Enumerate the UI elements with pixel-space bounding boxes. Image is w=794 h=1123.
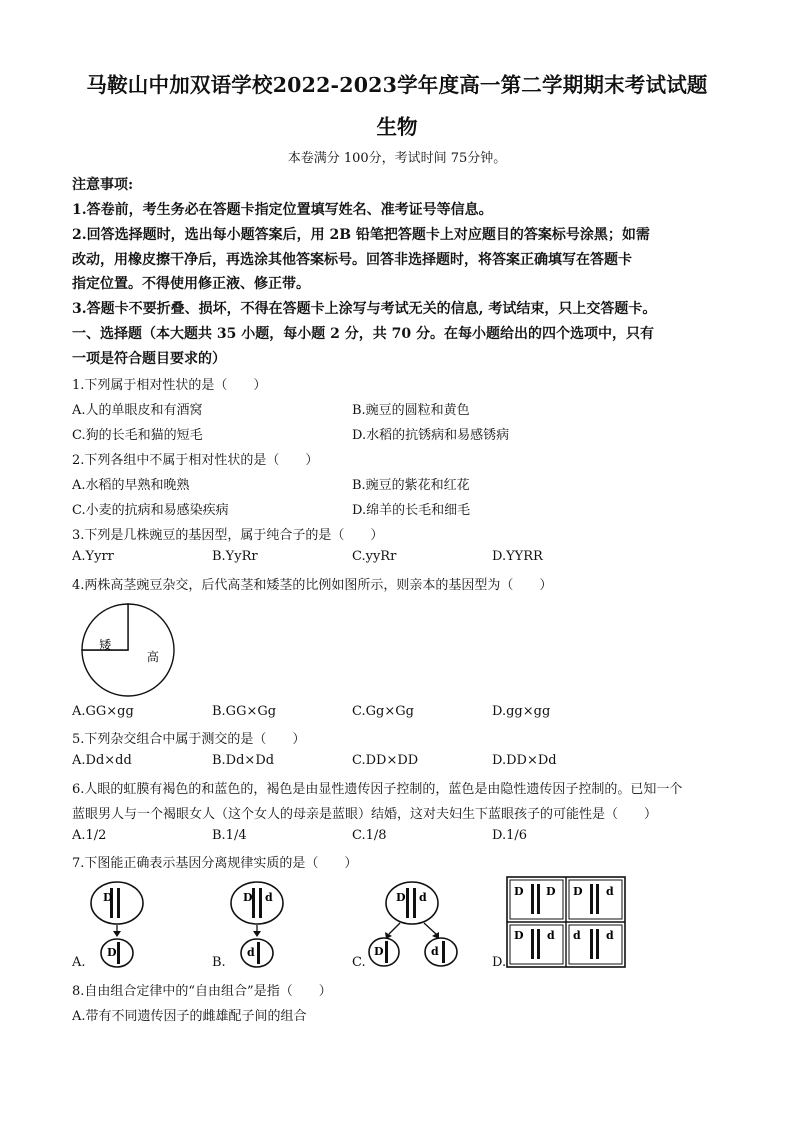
q4-option-d: D.gg×gg xyxy=(492,704,551,719)
cell-outline xyxy=(231,882,283,924)
allele-label: D xyxy=(514,885,524,898)
chromosome xyxy=(590,929,593,959)
arrow-line xyxy=(424,923,436,934)
cell-outline xyxy=(386,882,438,924)
q5-option-c: C.DD×DD xyxy=(352,753,419,768)
notes-heading: 注意事项: xyxy=(72,177,134,193)
chromosome xyxy=(537,884,540,914)
chromosome xyxy=(596,929,599,959)
q4-option-a: A.GG×gg xyxy=(72,704,134,719)
note-2-line-2: 改动，用橡皮擦干净后，再选涂其他答案标号。回答非选择题时，将答案正确填写在答题卡 xyxy=(72,252,632,268)
chromosome xyxy=(117,888,120,918)
allele-label: D xyxy=(374,945,384,958)
q7-stem: 7.下图能正确表示基因分离规律实质的是（ ） xyxy=(72,856,358,871)
allele-label: D xyxy=(103,891,113,904)
q3-option-c: C.yyRr xyxy=(352,549,397,564)
q4-stem: 4.两株高茎豌豆杂交，后代高茎和矮茎的比例如图所示，则亲本的基因型为（ ） xyxy=(72,578,553,593)
q1-option-b: B.豌豆的圆粒和黄色 xyxy=(352,403,470,418)
note-3: 3.答题卡不要折叠、损坏，不得在答题卡上涂写与考试无关的信息, 考试结束，只上交答题卡。 xyxy=(72,301,657,317)
q6-option-b: B.1/4 xyxy=(212,828,247,843)
chromosome xyxy=(537,929,540,959)
allele-label: D xyxy=(514,929,524,942)
q8-option-a: A.带有不同遗传因子的雌雄配子间的组合 xyxy=(72,1009,307,1024)
q7-diagram-a xyxy=(84,878,154,970)
q4-option-c: C.Gg×Gg xyxy=(352,704,414,719)
gamete-outline xyxy=(425,938,457,966)
allele-label: D xyxy=(573,885,583,898)
q3-option-d: D.YYRR xyxy=(492,549,543,564)
q1-stem: 1.下列属于相对性状的是（ ） xyxy=(72,378,267,393)
exam-title: 马鞍山中加双语学校2022-2023学年度高一第二学期期末考试试题 xyxy=(86,73,708,97)
arrow-head xyxy=(253,931,261,937)
q4-option-b: B.GG×Gg xyxy=(212,704,277,719)
allele-label: d xyxy=(606,885,614,898)
pie-label-tall: 高 xyxy=(146,649,159,664)
q5-option-d: D.DD×Dd xyxy=(492,753,557,768)
allele-label: d xyxy=(419,891,427,904)
q1-option-c: C.狗的长毛和猫的短毛 xyxy=(72,428,203,443)
chromosome xyxy=(406,888,409,918)
q6-stem-line-1: 6.人眼的虹膜有褐色的和蓝色的，褐色是由显性遗传因子控制的，蓝色是由隐性遗传因子控制的。已知一个 xyxy=(72,782,683,797)
q4-pie-chart xyxy=(72,602,184,698)
chromosome xyxy=(531,929,534,959)
allele-label: d xyxy=(573,929,581,942)
q3-option-a: A.Yyrr xyxy=(72,549,114,564)
note-2-line-1: 2.回答选择题时，选出每小题答案后，用 2B 铅笔把答题卡上对应题目的答案标号涂黑；如需 xyxy=(72,227,650,243)
chromosome xyxy=(531,884,534,914)
chromosome xyxy=(413,888,416,918)
pie-label-short: 矮 xyxy=(99,638,112,653)
q1-option-d: D.水稻的抗锈病和易感锈病 xyxy=(352,428,510,443)
q8-stem: 8.自由组合定律中的“自由组合”是指（ ） xyxy=(72,984,332,999)
chromosome xyxy=(117,942,120,964)
allele-label: d xyxy=(265,891,273,904)
q7-option-c: C. xyxy=(352,955,366,970)
q7-diagram-c xyxy=(362,878,478,970)
allele-label: d xyxy=(431,945,439,958)
q2-stem: 2.下列各组中不属于相对性状的是（ ） xyxy=(72,453,319,468)
note-1: 1.答卷前，考生务必在答题卡指定位置填写姓名、准考证号等信息。 xyxy=(72,202,493,218)
q6-option-d: D.1/6 xyxy=(492,828,528,843)
chromosome xyxy=(257,942,260,964)
q7-diagram-d xyxy=(506,876,626,968)
chromosome xyxy=(442,941,445,963)
q6-option-c: C.1/8 xyxy=(352,828,387,843)
allele-label: D xyxy=(546,885,556,898)
section-heading-line-1: 一、选择题（本大题共 35 小题，每小题 2 分，共 70 分。在每小题给出的四个选项中，只有 xyxy=(72,326,654,342)
section-heading-line-2: 一项是符合题目要求的） xyxy=(72,351,226,367)
arrow-head xyxy=(113,931,121,937)
exam-subject: 生物 xyxy=(376,115,418,139)
q7-option-b: B. xyxy=(212,955,226,970)
arrow-line xyxy=(389,923,400,934)
q3-stem: 3.下列是几株豌豆的基因型，属于纯合子的是（ ） xyxy=(72,528,384,543)
chromosome xyxy=(590,884,593,914)
q7-option-d: D. xyxy=(492,955,507,970)
q6-option-a: A.1/2 xyxy=(72,828,107,843)
exam-meta: 本卷满分 100分，考试时间 75分钟。 xyxy=(287,151,507,166)
q7-diagram-b xyxy=(224,878,294,970)
q1-option-a: A.人的单眼皮和有酒窝 xyxy=(72,403,203,418)
allele-label: d xyxy=(606,929,614,942)
q2-option-a: A.水稻的早熟和晚熟 xyxy=(72,478,190,493)
q5-stem: 5.下列杂交组合中属于测交的是（ ） xyxy=(72,732,306,747)
q5-option-b: B.Dd×Dd xyxy=(212,753,275,768)
allele-label: d xyxy=(247,946,255,959)
allele-label: d xyxy=(547,929,555,942)
q2-option-d: D.绵羊的长毛和细毛 xyxy=(352,503,471,518)
q2-option-c: C.小麦的抗病和易感染疾病 xyxy=(72,503,229,518)
allele-label: D xyxy=(243,891,253,904)
chromosome xyxy=(385,941,388,963)
chromosome xyxy=(596,884,599,914)
allele-label: D xyxy=(107,946,117,959)
allele-label: D xyxy=(396,891,406,904)
q6-stem-line-2: 蓝眼男人与一个褐眼女人（这个女人的母亲是蓝眼）结婚，这对夫妇生下蓝眼孩子的可能性是（ ） xyxy=(72,807,658,822)
q5-option-a: A.Dd×dd xyxy=(72,753,132,768)
q2-option-b: B.豌豆的紫花和红花 xyxy=(352,478,470,493)
q3-option-b: B.YyRr xyxy=(212,549,258,564)
note-2-line-3: 指定位置。不得使用修正液、修正带。 xyxy=(72,276,310,292)
chromosome xyxy=(259,888,262,918)
q7-option-a: A. xyxy=(72,955,86,970)
